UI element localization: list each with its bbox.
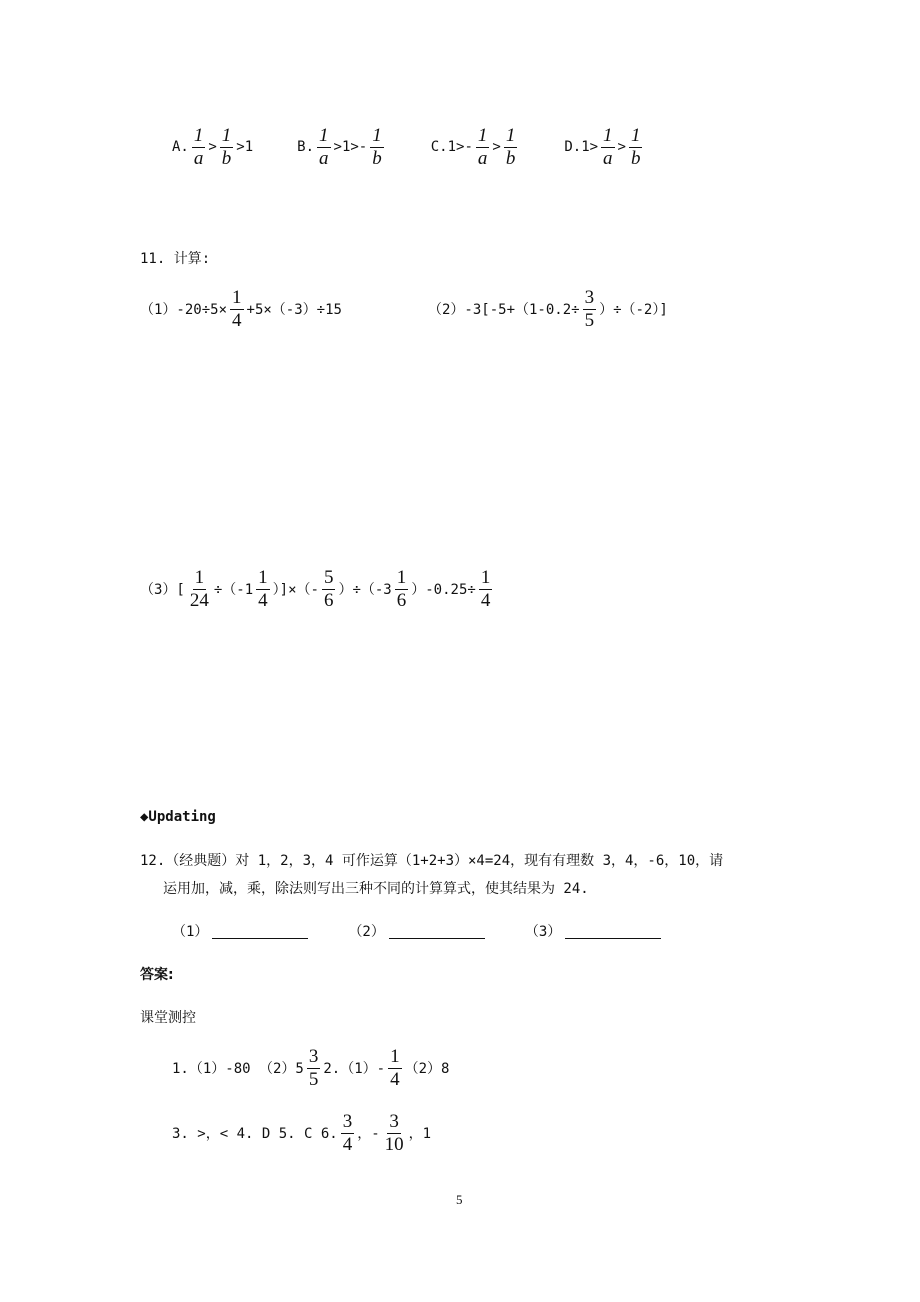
answers-row2: 3. >，< 4. D 5. C 6. $\frac{3}{4}$ ，- $\frac{3}{10}$ ，1 xyxy=(172,1111,432,1155)
fraction: $\frac{3}{4}$ xyxy=(342,1111,353,1155)
fraction: $\frac{1}{b}$ xyxy=(505,125,516,169)
option-b: B. $\frac{1}{a}$ >1>- $\frac{1}{b}$ xyxy=(297,125,382,169)
option-c-label: C. xyxy=(430,139,448,156)
q11-part3: （3）[ $\frac{1}{24}$ ÷（-1 $\frac{1}{4}$ ）]×（- $\frac{5}{6}$ ）÷（-3 $\frac{1}{6}$ ）-0.25÷ $\frac{1}{4}$ xyxy=(140,567,491,611)
fraction: $\frac{1}{a}$ xyxy=(477,125,488,169)
option-a: A. $\frac{1}{a}$ > $\frac{1}{b}$ >1 xyxy=(172,125,254,169)
fraction: $\frac{1}{b}$ xyxy=(221,125,232,169)
q11-part1: （1）-20÷5× $\frac{1}{4}$ +5×（-3）÷15 xyxy=(140,287,342,331)
fraction: $\frac{5}{6}$ xyxy=(323,567,334,611)
fraction: $\frac{1}{24}$ xyxy=(189,567,209,611)
fraction: $\frac{1}{a}$ xyxy=(319,125,329,169)
option-a-label: A. xyxy=(172,139,189,156)
fraction: $\frac{1}{b}$ xyxy=(630,125,641,169)
answer-blank-1[interactable] xyxy=(212,924,308,939)
answers-section: 课堂测控 xyxy=(140,1010,196,1026)
answers-row1: 1.（1）-80 （2）5 $\frac{3}{5}$ 2.（1）- $\frac{1}{4}$ （2）8 xyxy=(172,1046,450,1090)
option-c: C. 1>- $\frac{1}{a}$ > $\frac{1}{b}$ xyxy=(430,125,516,169)
option-d: D. 1> $\frac{1}{a}$ > $\frac{1}{b}$ xyxy=(564,125,641,169)
q12-line2: 运用加，减，乘，除法则写出三种不同的计算算式，使其结果为 24. xyxy=(163,881,589,897)
q10-options xyxy=(172,126,689,169)
fraction: $\frac{1}{b}$ xyxy=(372,125,382,169)
fraction: $\frac{1}{4}$ xyxy=(480,567,491,611)
fraction: $\frac{3}{10}$ xyxy=(384,1111,404,1155)
fraction: $\frac{1}{4}$ xyxy=(390,1046,400,1090)
q12-line1: 12.（经典题）对 1，2，3，4 可作运算（1+2+3）×4=24，现有有理数 3，4，-6，10，请 xyxy=(140,853,724,869)
fraction: $\frac{1}{4}$ xyxy=(232,287,242,331)
q11-title: 11. 计算: xyxy=(140,251,211,267)
q11-part2: （2）-3[-5+（1-0.2÷ $\frac{3}{5}$ ）÷（-2）] xyxy=(428,287,668,331)
fraction: $\frac{1}{6}$ xyxy=(396,567,407,611)
fraction: $\frac{1}{4}$ xyxy=(258,567,268,611)
answer-blank-3[interactable] xyxy=(565,924,661,939)
fraction: $\frac{1}{a}$ xyxy=(603,125,613,169)
option-d-label: D. xyxy=(564,139,582,156)
fraction: $\frac{3}{5}$ xyxy=(584,287,595,331)
fraction: $\frac{1}{a}$ xyxy=(193,125,204,169)
option-b-label: B. xyxy=(297,139,315,156)
updating-heading: ◆Updating xyxy=(140,809,216,825)
page-number: 5 xyxy=(456,1192,463,1207)
answer-blank-2[interactable] xyxy=(389,924,485,939)
answers-heading: 答案: xyxy=(140,967,174,983)
q12-blanks: （1） （2） （3） xyxy=(172,921,701,941)
fraction: $\frac{3}{5}$ xyxy=(308,1046,319,1090)
